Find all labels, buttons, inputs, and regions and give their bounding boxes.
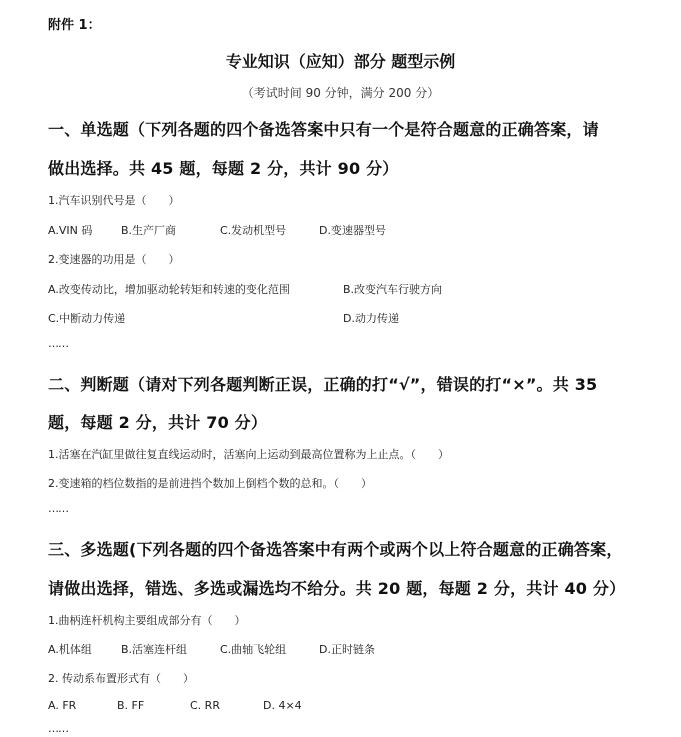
- s2-ellipsis: ……: [48, 502, 68, 515]
- s3-ellipsis: ……: [48, 722, 68, 735]
- s3-q1-option-d: D.正时链条: [319, 643, 375, 656]
- s3-question2-stem: 2. 传动系布置形式有（ ）: [48, 672, 194, 685]
- section2-heading-line1: 二、判断题（请对下列各题判断正误，正确的打“√”，错误的打“×”。共 35: [48, 375, 598, 394]
- s1-question1-stem: 1.汽车识别代号是（ ）: [48, 194, 180, 207]
- section3-heading-line1: 三、多选题(下列各题的四个备选答案中有两个或两个以上符合题意的正确答案，: [48, 540, 623, 559]
- s1-q1-option-b: B.生产厂商: [121, 224, 177, 237]
- s3-q2-option-a: A. FR: [48, 699, 77, 712]
- section1-heading-line2: 做出选择。共 45 题，每题 2 分，共计 90 分）: [48, 159, 399, 178]
- s1-q2-option-b: B.改变汽车行驶方向: [343, 283, 443, 296]
- s2-question2: 2.变速箱的档位数指的是前进挡个数加上倒档个数的总和。（ ）: [48, 477, 372, 490]
- attachment-label: 附件 1：: [48, 18, 101, 33]
- s3-q2-option-b: B. FF: [117, 699, 145, 712]
- section3-heading-line2: 请做出选择，错选、多选或漏选均不给分。共 20 题，每题 2 分，共计 40 分）: [48, 579, 626, 598]
- s3-q2-option-c: C. RR: [190, 699, 220, 712]
- s1-q2-option-a: A.改变传动比，增加驱动轮转矩和转速的变化范围: [48, 283, 290, 296]
- page-subtitle: （考试时间 90 分钟，满分 200 分）: [241, 86, 440, 100]
- page-title: 专业知识（应知）部分 题型示例: [225, 52, 456, 71]
- s1-q1-option-a: A.VIN 码: [48, 224, 93, 237]
- s1-q1-option-d: D.变速器型号: [319, 224, 386, 237]
- s3-q2-option-d: D. 4×4: [263, 699, 302, 712]
- section2-heading-line2: 题，每题 2 分，共计 70 分）: [48, 413, 268, 432]
- s3-question1-stem: 1.曲柄连杆机构主要组成部分有（ ）: [48, 614, 246, 627]
- s1-q2-option-c: C.中断动力传递: [48, 312, 126, 325]
- s3-q1-option-a: A.机体组: [48, 643, 92, 656]
- s2-question1: 1.活塞在汽缸里做往复直线运动时，活塞向上运动到最高位置称为上止点。（ ）: [48, 448, 449, 461]
- s1-question2-stem: 2.变速器的功用是（ ）: [48, 253, 180, 266]
- s1-ellipsis: ……: [48, 337, 68, 350]
- s1-q1-option-c: C.发动机型号: [220, 224, 287, 237]
- s3-q1-option-c: C.曲轴飞轮组: [220, 643, 287, 656]
- s3-q1-option-b: B.活塞连杆组: [121, 643, 188, 656]
- s1-q2-option-d: D.动力传递: [343, 312, 399, 325]
- section1-heading-line1: 一、单选题（下列各题的四个备选答案中只有一个是符合题意的正确答案，请: [48, 120, 599, 139]
